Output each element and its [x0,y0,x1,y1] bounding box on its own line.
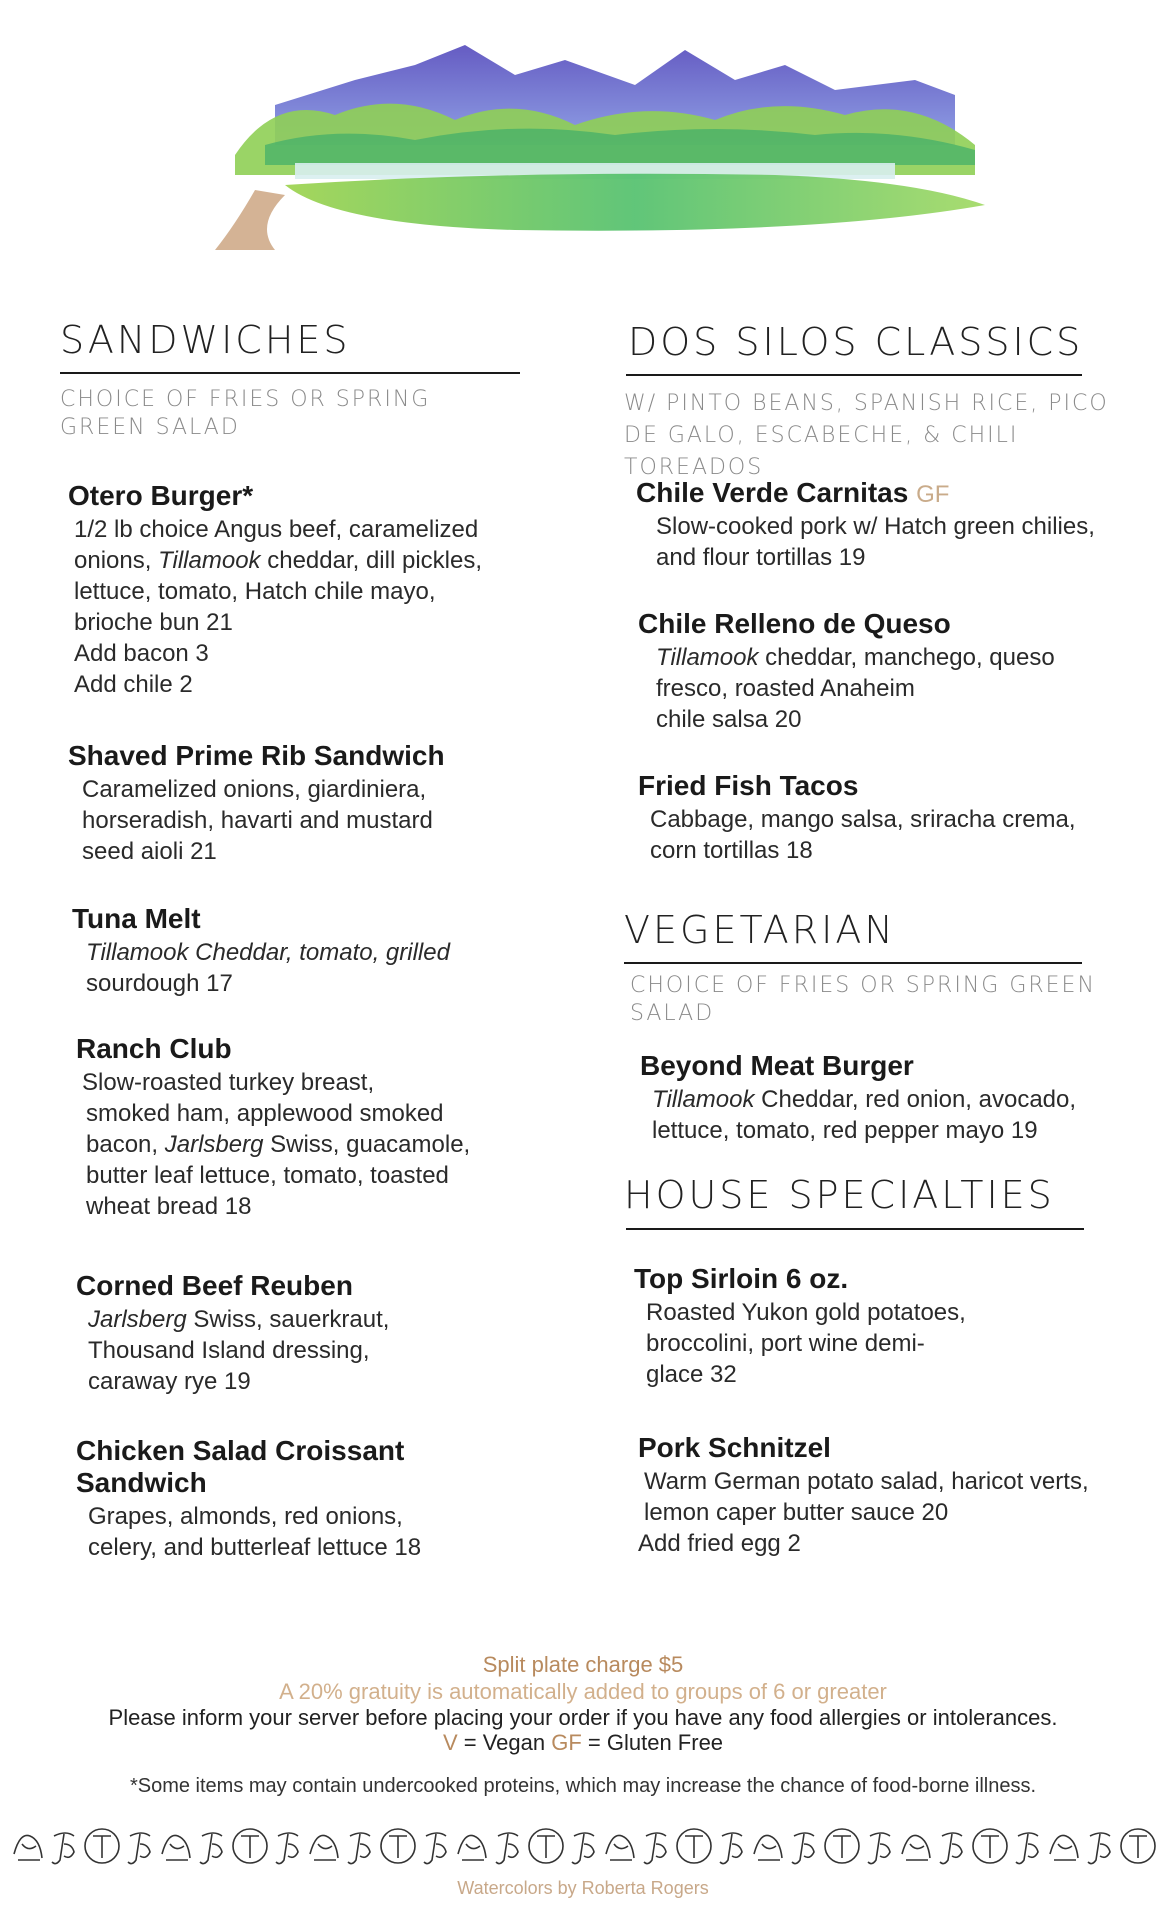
menu-item-chicken-salad-croissant [76,1435,536,1563]
item-name: Chile Verde Carnitas GF [636,477,950,508]
rider-brand-icon [310,1835,338,1860]
vegetarian-rule [624,962,1082,964]
vegetarian-subhead: CHOICE OF FRIES OR SPRING GREEN SALAD [630,973,1096,1026]
item-desc-line: lemon caper butter sauce 20 [644,1499,949,1526]
brand-brand-icon [1088,1833,1110,1864]
item-desc-line: wheat bread 18 [86,1193,252,1220]
item-desc-line: broccolini, port wine demi- [646,1330,925,1357]
split-plate-charge: Split plate charge $5 [482,1652,684,1677]
classics-subhead: W/ PINTO BEANS, SPANISH RICE, PICO DE GALO, ESCABECHE, & CHILI TOREADOS [624,391,1109,480]
item-desc-line: horseradish, havarti and mustard [82,807,433,834]
item-desc-line: Caramelized onions, giardiniera, [82,776,427,803]
brand-brand-icon [720,1833,742,1864]
item-desc-line: 1/2 lb choice Angus beef, caramelized [74,516,479,543]
item-name: Shaved Prime Rib Sandwich [68,740,445,771]
rider-brand-icon [1050,1835,1078,1860]
item-desc-line: butter leaf lettuce, tomato, toasted [86,1162,449,1189]
brand-brand-icon [348,1833,370,1864]
item-name: Ranch Club [76,1033,232,1064]
item-addon: Add bacon 3 [74,640,209,667]
circle-brand-icon [1121,1829,1155,1863]
undercooked-warning: *Some items may contain undercooked proteins, which may increase the chance of food-borne illness. [129,1775,1037,1797]
item-desc-line: Tillamook Cheddar, red onion, avocado, [652,1086,1077,1113]
item-desc-line: lettuce, tomato, Hatch chile mayo, [74,578,436,605]
sandwiches-heading: SANDWICHES [60,318,351,362]
menu-item-chile-relleno [638,608,1158,735]
house-specialties-heading: HOUSE SPECIALTIES [624,1173,1055,1217]
item-name: Top Sirloin 6 oz. [634,1263,849,1294]
circle-brand-icon [825,1829,859,1863]
item-desc-line: onions, Tillamook cheddar, dill pickles, [74,547,482,574]
item-desc-line: Thousand Island dressing, [88,1337,370,1364]
item-desc-line: lettuce, tomato, red pepper mayo 19 [652,1117,1038,1144]
item-desc-line: glace 32 [646,1361,737,1388]
gluten-free-tag: GF [916,481,950,508]
brand-brand-icon [644,1833,666,1864]
menu-item-tuna-melt [72,903,532,999]
sandwiches-subhead: CHOICE OF FRIES OR SPRING GREEN SALAD [60,387,431,440]
item-desc-line: chile salsa 20 [656,706,802,733]
rider-brand-icon [902,1835,930,1860]
menu-item-fish-tacos [638,770,1158,866]
item-name: Beyond Meat Burger [640,1050,914,1081]
gratuity-note: A 20% gratuity is automatically added to groups of 6 or greater [279,1679,887,1704]
item-desc-line: seed aioli 21 [82,838,217,865]
menu-item-top-sirloin [634,1263,1154,1390]
item-name: Chicken Salad Croissant [76,1435,405,1466]
item-desc-line: fresco, roasted Anaheim [656,675,915,702]
item-desc-line: and flour tortillas 19 [656,544,866,571]
allergy-note: Please inform your server before placing your order if you have any food allergies or intolerances. [108,1705,1058,1730]
item-name: Otero Burger* [68,480,254,511]
brand-brand-icon [52,1833,74,1864]
watercolor-credit: Watercolors by Roberta Rogers [457,1878,709,1898]
item-name: Corned Beef Reuben [76,1270,353,1301]
menu-item-reuben [76,1270,536,1397]
circle-brand-icon [85,1829,119,1863]
circle-brand-icon [677,1829,711,1863]
brand-brand-icon [424,1833,446,1864]
item-desc-line: caraway rye 19 [88,1368,251,1395]
brand-brand-icon [496,1833,518,1864]
classics-heading: DOS SILOS CLASSICS [628,320,1084,364]
item-desc-line: Tillamook cheddar, manchego, queso [656,644,1055,671]
watercolor-landscape-illustration [215,35,995,265]
item-desc-line: Jarlsberg Swiss, sauerkraut, [88,1306,390,1333]
rider-brand-icon [458,1835,486,1860]
item-addon: Add chile 2 [74,671,193,698]
circle-brand-icon [529,1829,563,1863]
menu-item-pork-schnitzel [638,1432,1158,1559]
brand-brand-icon [572,1833,594,1864]
brand-brand-icon [128,1833,150,1864]
item-desc-line: smoked ham, applewood smoked [86,1100,444,1127]
brand-brand-icon [868,1833,890,1864]
item-desc-line: corn tortillas 18 [650,837,813,864]
brand-brand-icon [276,1833,298,1864]
circle-brand-icon [233,1829,267,1863]
decorative-brand-border [0,1822,1166,1874]
diet-legend: V = Vegan GF = Gluten Free [442,1730,724,1755]
rider-brand-icon [754,1835,782,1860]
item-desc-line: Grapes, almonds, red onions, [88,1503,403,1530]
item-name: Chile Relleno de Queso [638,608,951,639]
rider-brand-icon [162,1835,190,1860]
item-desc-line: Cabbage, mango salsa, sriracha crema, [650,806,1076,833]
vegetarian-heading: VEGETARIAN [624,908,896,952]
brand-brand-icon [200,1833,222,1864]
house-specialties-rule [626,1228,1084,1230]
item-desc-line: brioche bun 21 [74,609,233,636]
item-desc-line: celery, and butterleaf lettuce 18 [88,1534,422,1561]
item-name: Fried Fish Tacos [638,770,859,801]
circle-brand-icon [973,1829,1007,1863]
rider-brand-icon [14,1835,42,1860]
brand-brand-icon [940,1833,962,1864]
brand-brand-icon [1016,1833,1038,1864]
item-name: Sandwich [76,1467,207,1498]
item-desc-line: Slow-cooked pork w/ Hatch green chilies, [656,513,1095,540]
item-name: Tuna Melt [72,903,201,934]
item-desc-line: bacon, Jarlsberg Swiss, guacamole, [86,1131,471,1158]
brand-brand-icon [792,1833,814,1864]
item-desc-line: Tillamook Cheddar, tomato, grilled [86,939,450,966]
item-desc-line: Slow-roasted turkey breast, [82,1069,375,1096]
sandwiches-rule [60,372,520,374]
menu-item-beyond-burger [640,1050,1160,1146]
menu-item-otero-burger [68,480,528,700]
rider-brand-icon [606,1835,634,1860]
item-addon: Add fried egg 2 [638,1530,801,1557]
item-desc-line: Roasted Yukon gold potatoes, [646,1299,966,1326]
menu-item-prime-rib [68,740,528,867]
item-desc-line: sourdough 17 [86,970,233,997]
menu-item-chile-verde [636,477,1156,573]
circle-brand-icon [381,1829,415,1863]
item-name: Pork Schnitzel [638,1432,831,1463]
classics-rule [626,374,1082,376]
item-desc-line: Warm German potato salad, haricot verts, [644,1468,1089,1495]
menu-item-ranch-club [76,1033,536,1222]
